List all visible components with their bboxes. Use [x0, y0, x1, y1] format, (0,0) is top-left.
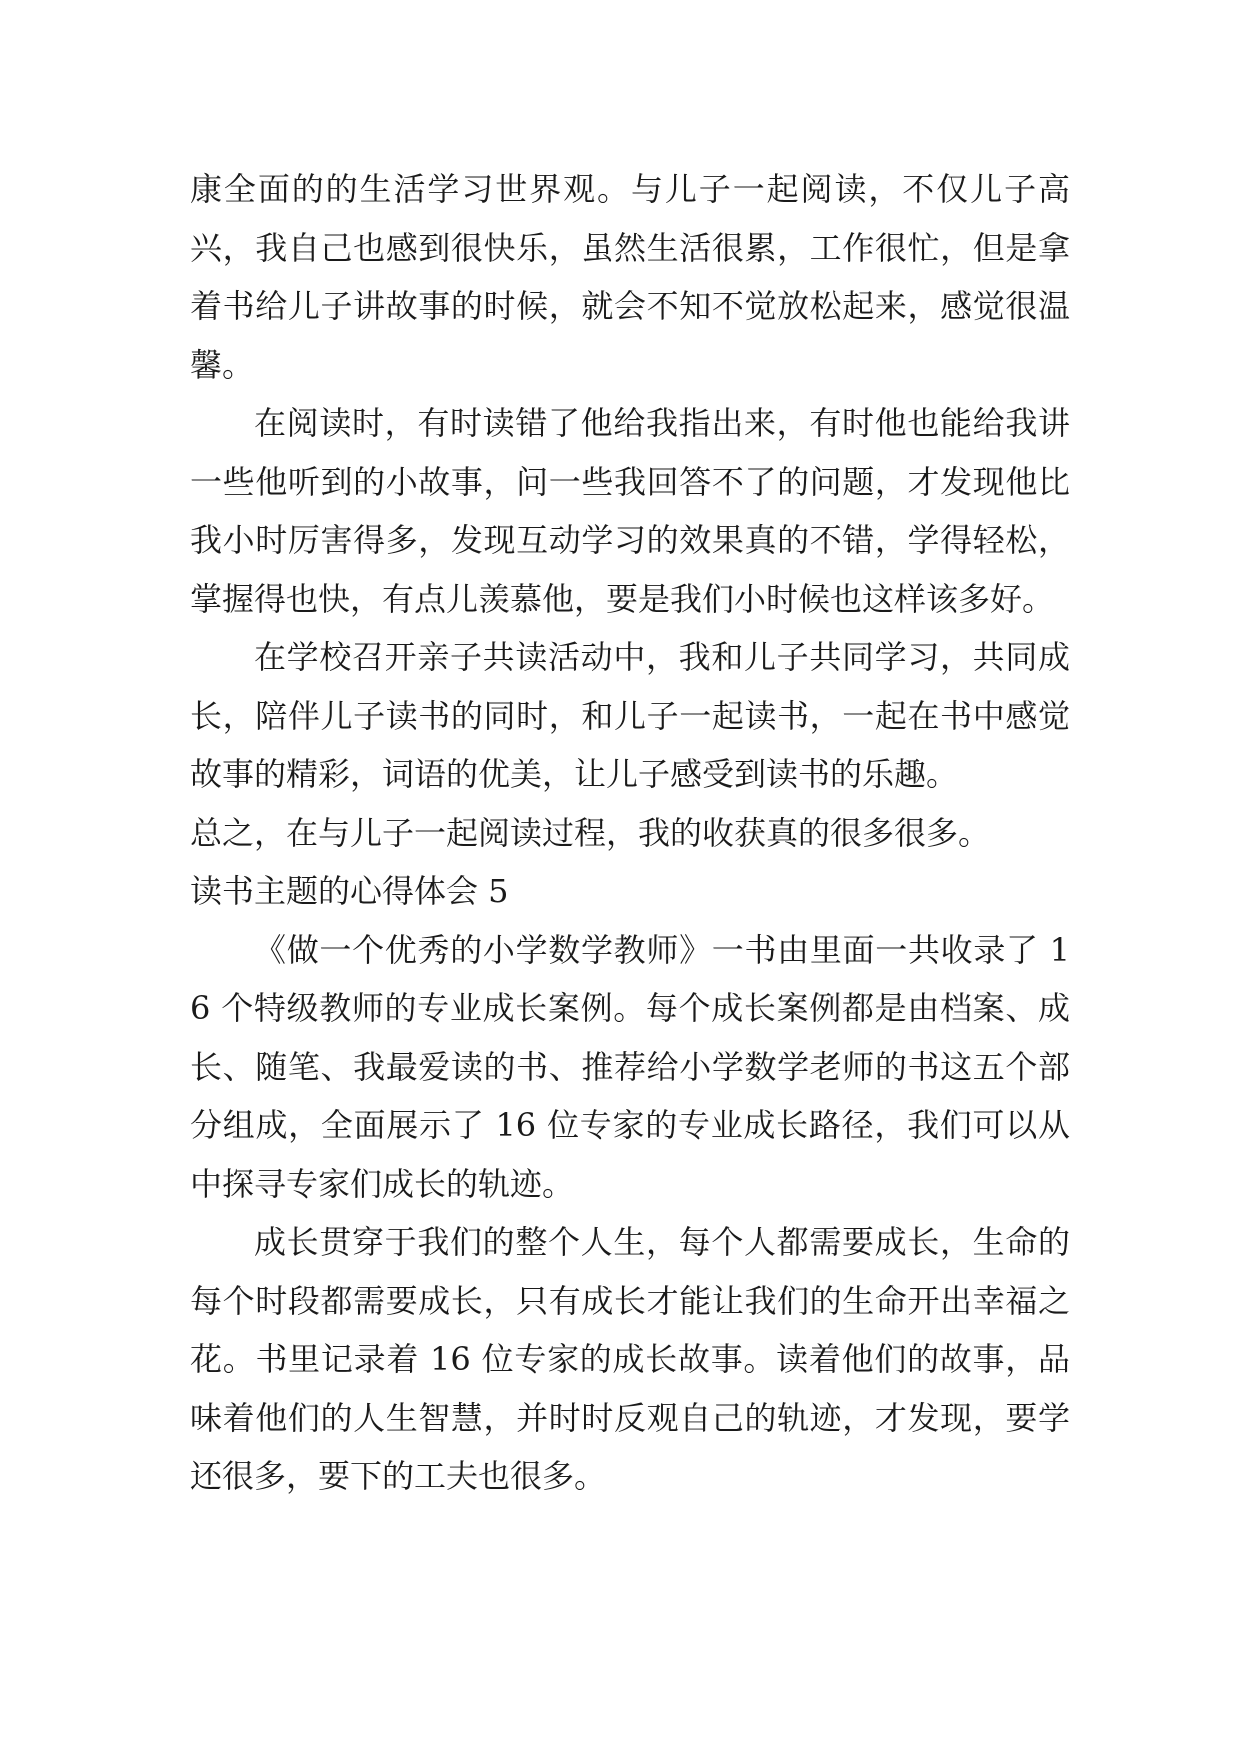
- paragraph: 《做一个优秀的小学数学教师》一书由里面一共收录了 16 个特级教师的专业成长案例。每个成长案例都是由档案、成长、随笔、我最爱读的书、推荐给小学数学老师的书这五个部分组成，全面展示了 16 位专家的专业成长路径，我们可以从中探寻专家们成长的轨迹。: [190, 930, 1070, 1203]
- paragraph: 在阅读时，有时读错了他给我指出来，有时他也能给我讲一些他听到的小故事，问一些我回答不了的问题，才发现他比我小时厉害得多，发现互动学习的效果真的不错，学得轻松，掌握得也快，有点儿羡慕他，要是我们小时候也这样该多好。: [190, 404, 1070, 618]
- paragraph: 在学校召开亲子共读活动中，我和儿子共同学习，共同成长，陪伴儿子读书的同时，和儿子一起读书，一起在书中感觉故事的精彩，词语的优美，让儿子感受到读书的乐趣。: [190, 638, 1070, 793]
- paragraph-continuation: 康全面的的生活学习世界观。与儿子一起阅读，不仅儿子高兴，我自己也感到很快乐，虽然生活很累，工作很忙，但是拿着书给儿子讲故事的时候，就会不知不觉放松起来，感觉很温馨。: [190, 170, 1070, 384]
- paragraph: 成长贯穿于我们的整个人生，每个人都需要成长，生命的每个时段都需要成长，只有成长才能让我们的生命开出幸福之花。书里记录着 16 位专家的成长故事。读着他们的故事，品味着他们的人生智慧，并时时反观自己的轨迹，才发现，要学还很多，要下的工夫也很多。: [190, 1223, 1070, 1495]
- paragraph-summary: 总之，在与儿子一起阅读过程，我的收获真的很多很多。: [190, 813, 991, 852]
- document-body: [190, 160, 1070, 1506]
- section-heading: 读书主题的心得体会 5: [190, 872, 509, 910]
